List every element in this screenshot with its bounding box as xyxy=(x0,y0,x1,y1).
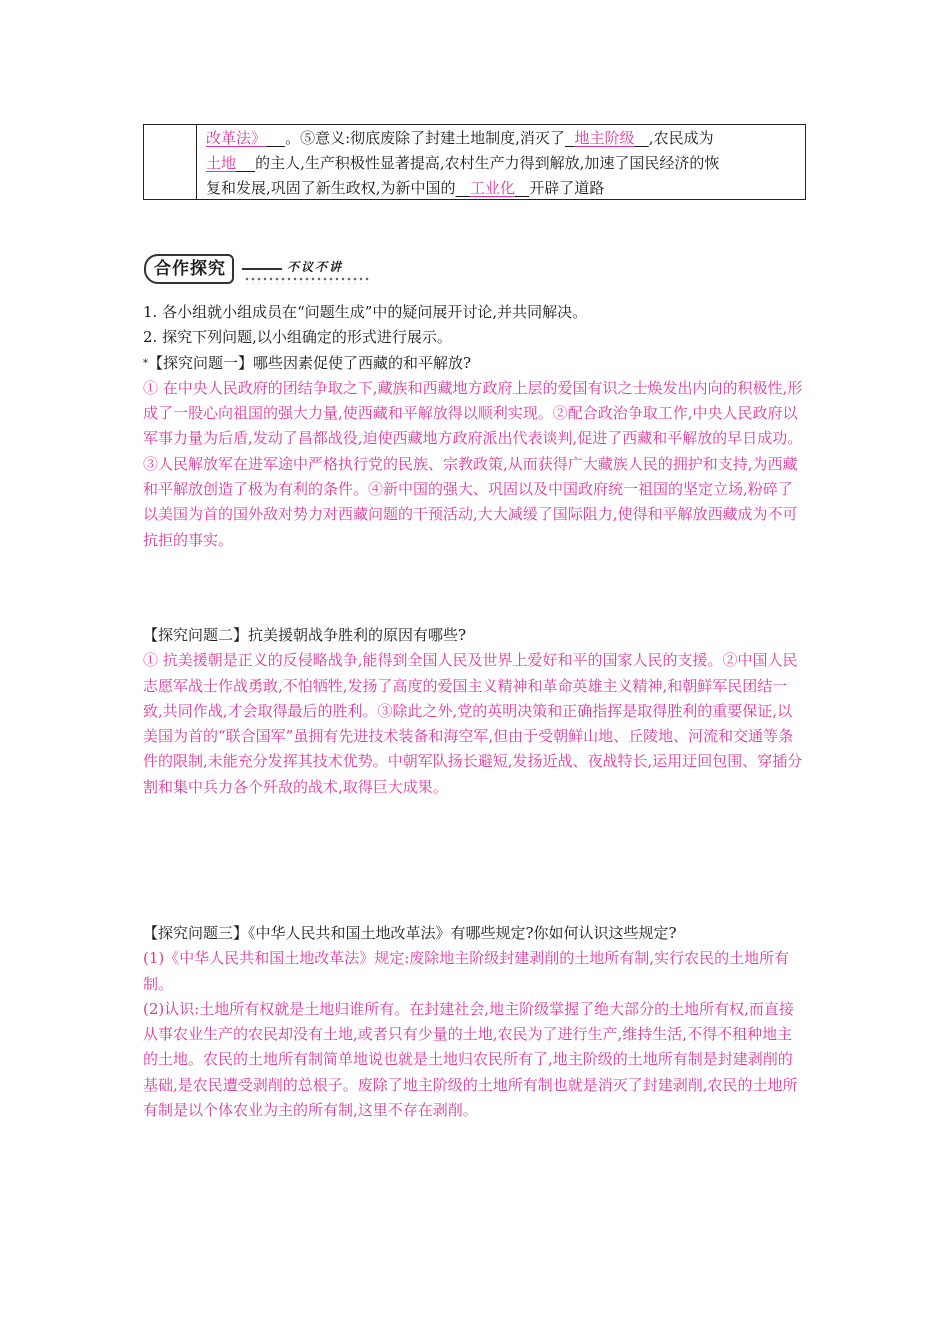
question-3-answer-1: (1)《中华人民共和国土地改革法》规定:废除地主阶级封建剥削的土地所有制,实行农民的土地所有制。 xyxy=(143,949,790,993)
header-dots xyxy=(244,276,370,284)
section-header xyxy=(144,252,374,286)
table-text: 开辟了道路 xyxy=(529,179,605,197)
answer-blank-landlord: 地主阶级 xyxy=(574,129,635,147)
question-3 xyxy=(143,921,807,1123)
question-3-title: 【探究问题三】《中华人民共和国土地改革法》有哪些规定?你如何认识这些规定? xyxy=(143,924,677,942)
table-text: ,农民成为 xyxy=(648,129,714,147)
intro-item-1: 1. 各小组就小组成员在“问题生成”中的疑问展开讨论,并共同解决。 xyxy=(143,303,588,321)
answer-blank-industrialization: 工业化 xyxy=(469,179,515,197)
summary-table xyxy=(143,124,806,200)
star-mark: * xyxy=(143,357,148,369)
table-content-cell xyxy=(197,125,805,199)
question-2 xyxy=(143,623,807,800)
question-1-answer: ① 在中央人民政府的团结争取之下,藏族和西藏地方政府上层的爱国有识之士焕发出内向的积极性,形成了一股心向祖国的强大力量,使西藏和平解放得以顺利实现。②配合政治争取工作,中央人民政府以军事力量为后盾,发动了昌都战役,迫使西藏地方政府派出代表谈判,促进了西藏和平解放的早日成功。③人民解放军在进军途中严格执行党的民族、宗教政策,从而获得广大藏族人民的拥护和支持,为西藏和平解放创造了极为有利的条件。④新中国的强大、巩固以及中国政府统一祖国的坚定立场,粉碎了以美国为首的国外敌对势力对西藏问题的干预活动,大大减缓了国际阻力,使得和平解放西藏成为不可抗拒的事实。 xyxy=(143,378,803,549)
header-dash xyxy=(242,268,282,270)
section-subtitle: 不议不讲 xyxy=(287,260,344,274)
section-title: 合作探究 xyxy=(144,254,234,284)
table-line-2 xyxy=(206,151,797,176)
table-label-cell xyxy=(144,125,197,199)
question-1-title: *【探究问题一】哪些因素促使了西藏的和平解放? xyxy=(143,353,472,372)
question-3-answer-2: (2)认识:土地所有权就是土地归谁所有。在封建社会,地主阶级掌握了绝大部分的土地所有权,而直接从事农业生产的农民却没有土地,或者只有少量的土地,农民为了进行生产,维持生活,不得不租种地主的土地。农民的土地所有制简单地说也就是土地归农民所有了,地主阶级的土地所有制是封建剥削的基础,是农民遭受剥削的总根子。废除了地主阶级的土地所有制也就是消灭了封建剥削,农民的土地所有制是以个体农业为主的所有制,这里不存在剥削。 xyxy=(143,999,798,1120)
answer-blank-land: 土地 xyxy=(206,154,237,172)
answer-law-name: 改革法》 xyxy=(206,129,267,147)
table-text: 。⑤意义:彻底废除了封建土地制度,消灭了 xyxy=(285,129,565,147)
question-2-title: 【探究问题二】抗美援朝战争胜利的原因有哪些? xyxy=(143,626,467,644)
table-text: 的主人,生产积极性显著提高,农村生产力得到解放,加速了国民经济的恢 xyxy=(255,154,720,172)
question-2-answer: ① 抗美援朝是正义的反侵略战争,能得到全国人民及世界上爱好和平的国家人民的支援。②中国人民志愿军战士作战勇敢,不怕牺牲,发扬了高度的爱国主义精神和革命英雄主义精神,和朝鲜军民团结一致,共同作战,才会取得最后的胜利。③除此之外,党的英明决策和正确指挥是取得胜利的重要保证,以美国为首的“联合国军”虽拥有先进技术装备和海空军,但由于受朝鲜山地、丘陵地、河流和交通等条件的限制,未能充分发挥其技术优势。中朝军队扬长避短,发扬近战、夜战特长,运用迂回包围、穿插分割和集中兵力各个歼敌的战术,取得巨大成果。 xyxy=(143,651,803,796)
intro-item-2: 2. 探究下列问题,以小组确定的形式进行展示。 xyxy=(143,328,452,347)
table-line-1 xyxy=(206,126,797,151)
table-text: 复和发展,巩固了新生政权,为新中国的 xyxy=(206,179,456,197)
table-line-3 xyxy=(206,176,797,201)
intro-and-question-1 xyxy=(143,300,807,553)
